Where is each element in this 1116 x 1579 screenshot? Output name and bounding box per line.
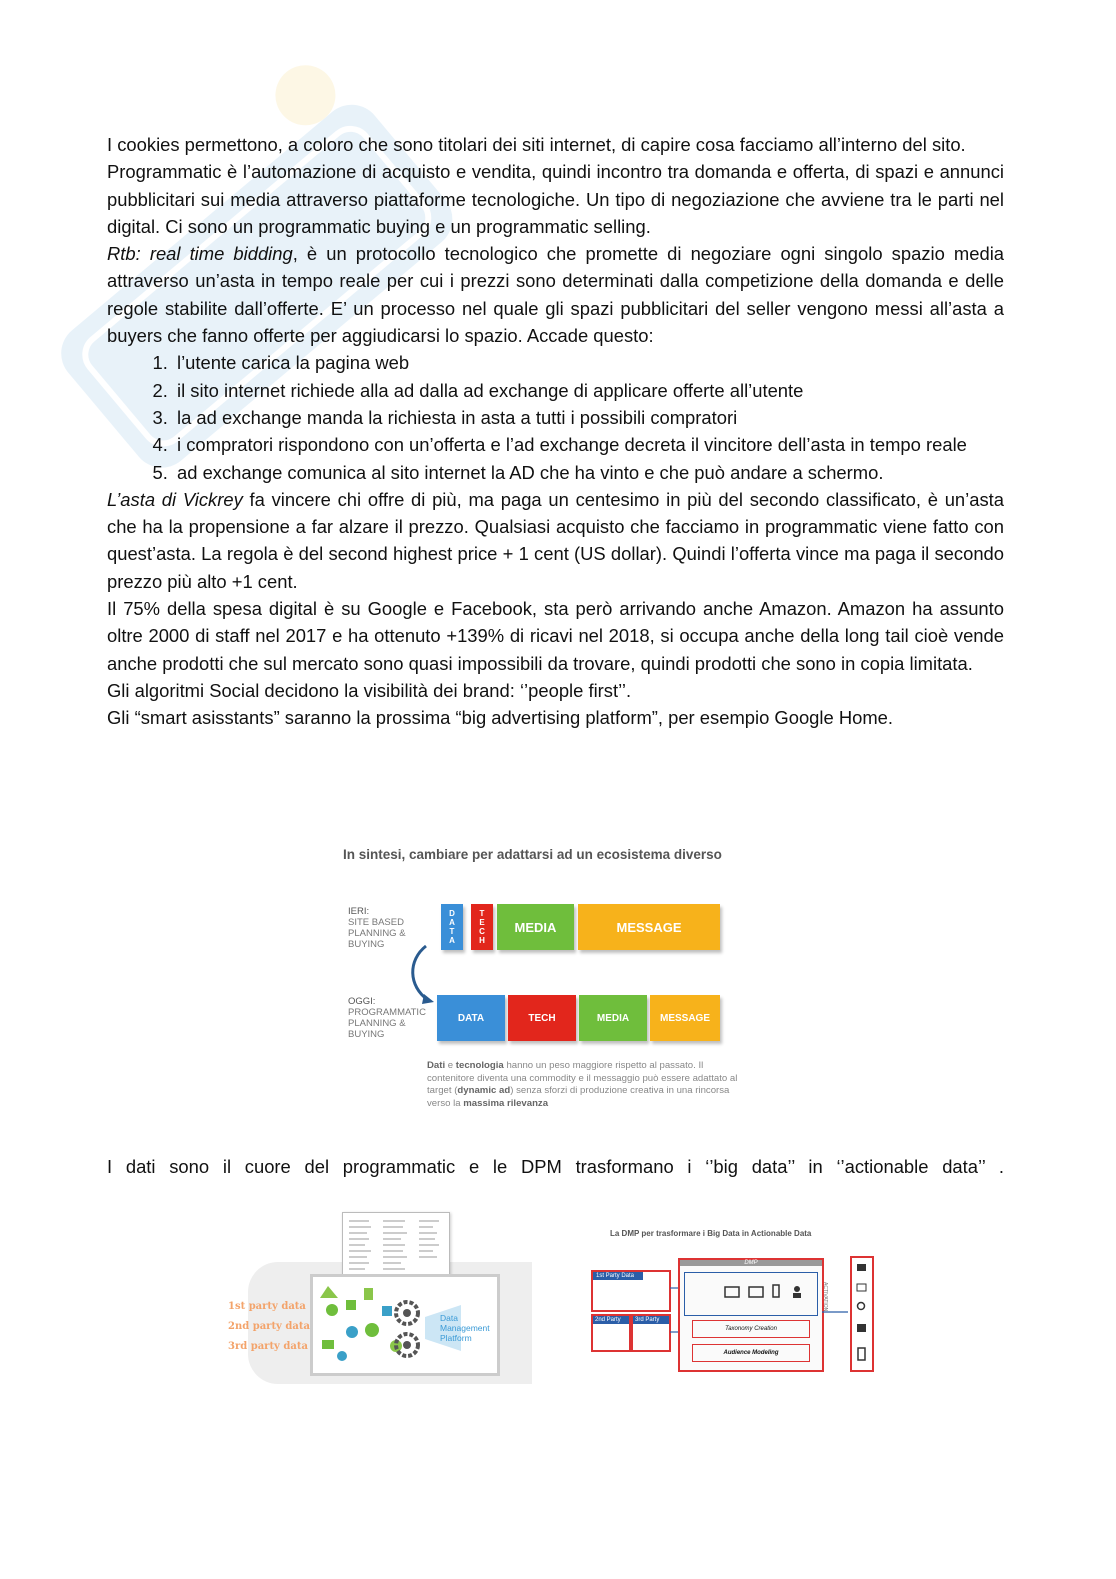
paragraph-rtb (107, 240, 1004, 349)
paragraph-cookies: I cookies permettono, a coloro che sono titolari dei siti internet, di capire cosa facciamo all’interno del sito. (107, 134, 966, 155)
note-bold: dynamic ad (457, 1085, 511, 1096)
box-label: DMP (680, 1260, 822, 1266)
second-party-label: 2nd party data (228, 1321, 310, 1332)
paragraph-social: Gli algoritmi Social decidono la visibilità dei brand: ‘’people first’’. (107, 679, 632, 701)
figure-title: In sintesi, cambiare per adattarsi ad un ecosistema diverso (343, 847, 722, 862)
box-label: 2nd Party (593, 1316, 629, 1324)
connector-lines (588, 1222, 876, 1372)
note-bold: Dati (427, 1060, 446, 1071)
third-party-label: 3rd party data (228, 1341, 308, 1352)
note-text: hanno un peso maggiore rispetto al passato. Il contenitore diventa una commodity e il messaggio può essere adattato al target ( (427, 1060, 738, 1096)
label-line: BUYING (348, 1029, 385, 1040)
box-label: 3rd Party (633, 1316, 669, 1324)
block-label: DATA (457, 1012, 485, 1024)
figure-title: La DMP per trasformare i Big Data in Actionable Data (610, 1229, 812, 1238)
label-line: BUYING (348, 939, 385, 950)
block-label: MEDIA (596, 1012, 630, 1024)
figure-dmp-actionable-data (588, 1222, 876, 1372)
oggi-tech-block (508, 995, 576, 1041)
block-label: TECH (528, 1012, 556, 1024)
first-party-label: 1st party data (228, 1301, 306, 1312)
note-text: ) senza sforzi di produzione creativa in una rincorsa verso la (427, 1085, 730, 1109)
document-body (107, 131, 1004, 732)
ieri-message-block (578, 904, 720, 950)
block-label: MESSAGE (616, 919, 682, 935)
note-text: e (445, 1060, 456, 1071)
taxonomy-box: Taxonomy Creation (692, 1320, 810, 1338)
list-item: 3. la ad exchange manda la richiesta in asta a tutti i possibili compratori (173, 404, 1004, 431)
figure-dmp-data-sources (226, 1210, 532, 1386)
note-bold: tecnologia (455, 1060, 504, 1071)
paragraph-vickrey (107, 486, 1004, 595)
paragraph-programmatic: Programmatic è l’automazione di acquisto e vendita, quindi incontro tra domanda e offerta, di spazi e annunci pubblicitari sui media attraverso piattaforme tecnologiche. Un tipo di negoziazione che avviene tra le parti nel digital. Ci sono un programmatic buying e un programmatic selling. (107, 161, 1004, 237)
activation-label: ACTIVATION (822, 1282, 828, 1312)
oggi-label (348, 996, 426, 1040)
oggi-message-block (650, 995, 720, 1041)
list-item: 4. i compratori rispondono con un’offerta e l’ad exchange decreta il vincitore dell’asta in tempo reale (173, 431, 1004, 458)
paragraph-amazon: Il 75% della spesa digital è su Google e Facebook, sta però arrivando anche Amazon. Amazon ha assunto oltre 2000 di staff nel 2017 e ha ottenuto +139% di ricavi nel 2018, si occupa anche della long tail cioè vende anche prodotti che sul mercato sono quasi impossibili da trovare, quindi prodotti che sono in copia limitata. (107, 598, 1004, 674)
vickrey-definition: fa vincere chi offre di più, ma paga un centesimo in più del secondo classificato, è un’asta che ha la propensione a far alzare il prezzo. Qualsiasi acquisto che facciamo in programmatic viene fatto con quest’asta. La regola è del second highest price + 1 cent (US dollar). Quindi l’offerta vince ma paga il secondo prezzo più alto +1 cent. (107, 488, 1004, 592)
label-line: PLANNING & (348, 928, 406, 939)
rtb-term: Rtb: real time bidding (107, 243, 293, 265)
block-label: D A T A (449, 909, 455, 945)
vickrey-term: L’asta di Vickrey (107, 488, 243, 510)
figure-ecosystem (330, 842, 790, 1127)
label-line: PLANNING & (348, 1018, 406, 1029)
ieri-label (348, 906, 406, 950)
dmp-label: Data Management Platform (440, 1313, 490, 1343)
audience-box: Audience Modeling (692, 1344, 810, 1362)
label-line: PROGRAMMATIC (348, 1007, 426, 1018)
oggi-data-block (437, 995, 505, 1041)
block-label: T E C H (479, 909, 485, 945)
data-table-card (342, 1212, 450, 1276)
note-bold: massima rilevanza (463, 1097, 549, 1109)
label-line: SITE BASED (348, 917, 404, 928)
table-lines (343, 1213, 449, 1275)
block-label: MESSAGE (659, 1012, 710, 1024)
rtb-definition: , è un protocollo tecnologico che promette di negoziare ogni singolo spazio media attraverso un’asta in tempo reale per cui i prezzi sono determinati dalla competizione della domanda e delle regole stabilite dall’offerte. E’ un processo nel quale gli spazi pubblicitari del seller vengono messi all’asta a buyers che fanno offerte per aggiudicarsi lo spazio. Accade questo: (107, 243, 1005, 347)
list-item: 1. l’utente carica la pagina web (173, 349, 1004, 376)
paragraph-smart-assistants: Gli “smart asisstants” saranno la prossima “big advertising platform”, per esempio Google Home. (107, 707, 893, 729)
paragraph-big-data: I dati sono il cuore del programmatic e le DPM trasformano i ‘’big data’’ in ‘’actionable data’’ . (107, 1156, 1004, 1177)
box-label: 1st Party Data (593, 1272, 643, 1280)
oggi-media-block (579, 995, 647, 1041)
label-line: IERI: (348, 906, 370, 917)
ieri-tech-block (471, 904, 493, 950)
list-item: 5. ad exchange comunica al sito internet la AD che ha vinto e che può andare a schermo. (173, 459, 1004, 486)
ieri-data-block (441, 904, 463, 950)
label-line: OGGI: (348, 996, 376, 1007)
figure-note (427, 1060, 747, 1110)
ieri-media-block (497, 904, 574, 950)
list-item: 2. il sito internet richiede alla ad dalla ad exchange di applicare offerte all’utente (173, 377, 1004, 404)
block-label: MEDIA (514, 919, 557, 935)
rtb-steps-list (107, 349, 1004, 485)
